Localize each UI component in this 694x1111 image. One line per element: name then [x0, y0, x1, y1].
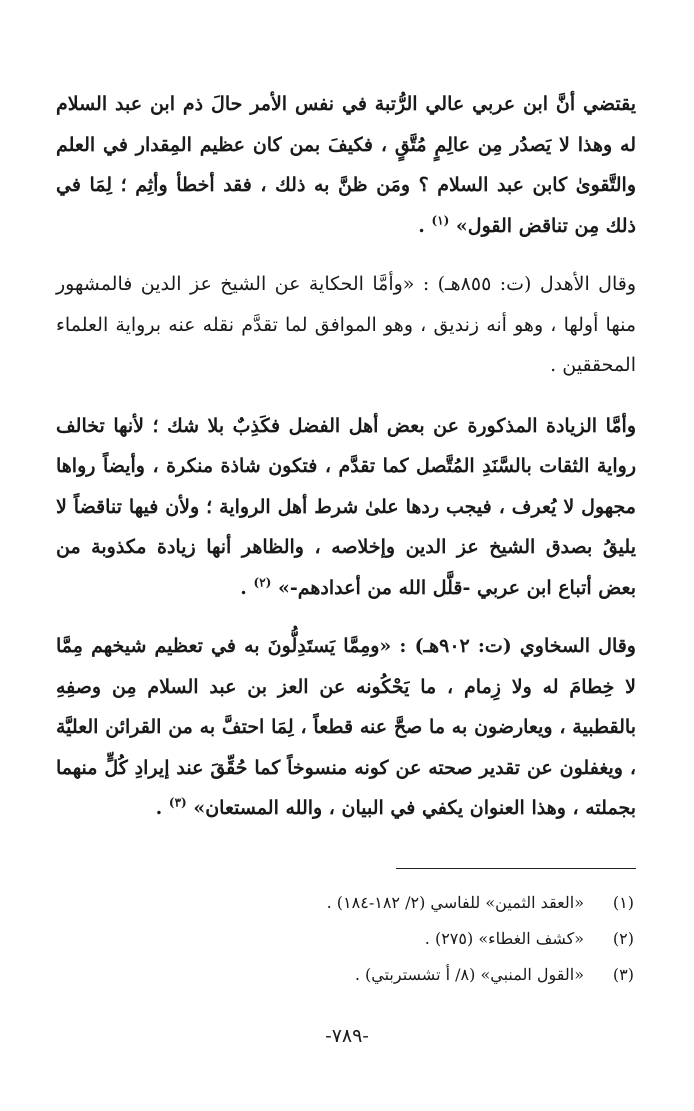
paragraph-1-end: . [418, 214, 432, 237]
footnote-2-text: «كشف الغطاء» (٢٧٥) . [424, 929, 584, 948]
footnote-1-text: «العقد الثمين» للفاسي (٢/ ١٨٢-١٨٤) . [326, 893, 584, 912]
paragraph-3 [56, 406, 636, 609]
paragraph-3-end: . [240, 576, 254, 599]
paragraph-4-text: وقال السخاوي (ت: ٩٠٢هـ) : «ومِمَّا يَستَدِلُّونَ به في تعظيم شيخهم مِمَّا لا خِطامَ له ولا زِمام ، ما يَحْكُونه عن العز بن عبد السلام مِن وصفِهِ بالقطبية ، ويعارضون به ما صحَّ عنه قطعاً ، لِمَا احتفَّ به من القرائن العليَّة ، ويغفلون عن تقدير صحته عن كونه منسوخاً كما حُقِّقَ عند إيرادِ كُلٍّ منهما بجملته ، وهذا العنوان يكفي في البيان ، والله المستعان» [56, 635, 636, 819]
footnote-ref-2: (٢) [253, 575, 272, 590]
paragraph-4 [56, 626, 636, 829]
paragraph-2 [56, 264, 636, 386]
footnotes [60, 885, 634, 993]
footnote-1 [60, 885, 634, 921]
footnote-ref-1: (١) [431, 213, 450, 228]
footnote-separator [396, 868, 636, 869]
paragraph-2-text: وقال الأهدل (ت: ٨٥٥هـ) : «وأمَّا الحكاية عن الشيخ عز الدين فالمشهور منها أولها ، وهو أنه زنديق ، وهو الموافق لما تقدَّم نقله عنه برواية العلماء المحققين . [56, 273, 636, 376]
footnote-3-text: «القول المنبي» (٨/ أ تشستربتي) . [354, 965, 584, 984]
footnote-3-number: (٣) [612, 965, 634, 984]
paragraph-3-text: وأمَّا الزيادة المذكورة عن بعض أهل الفضل فكَذِبٌ بلا شك ؛ لأنها تخالف رواية الثقات بالسَّنَدِ المُتَّصل كما تقدَّم ، فتكون شاذة منكرة ، وأيضاً رواها مجهول لا يُعرف ، فيجب ردها علىٰ شرط أهل الرواية ؛ ولأن فيها تناقضاً لا يليقُ بصدق الشيخ عز الدين وإخلاصه ، والظاهر أنها زيادة مكذوبة من بعض أتباع ابن عربي -قلَّل الله من أعدادهم-» [56, 414, 636, 599]
paragraph-1-text: يقتضي أنَّ ابن عربي عالي الرُّتبة في نفس الأمر حالَ ذم ابن عبد السلام له وهذا لا يَصدُر مِن عالِمٍ مُتَّقٍ ، فكيفَ بمن كان عظيم المِقدار في العلم والتَّقوىٰ كابن عبد السلام ؟ ومَن ظنَّ به ذلك ، فقد أخطأ وأثِم ؛ لِمَا في ذلك مِن تناقض القول» [56, 93, 636, 237]
footnote-1-number: (١) [612, 893, 634, 912]
footnote-2-number: (٢) [612, 929, 634, 948]
page-number: -٧٨٩- [325, 1025, 369, 1047]
main-text [56, 84, 636, 829]
paragraph-4-end: . [155, 797, 169, 819]
footnote-2 [60, 921, 634, 957]
footnote-3 [60, 957, 634, 993]
footnote-ref-3: (٣) [168, 795, 187, 810]
paragraph-1 [56, 84, 636, 246]
